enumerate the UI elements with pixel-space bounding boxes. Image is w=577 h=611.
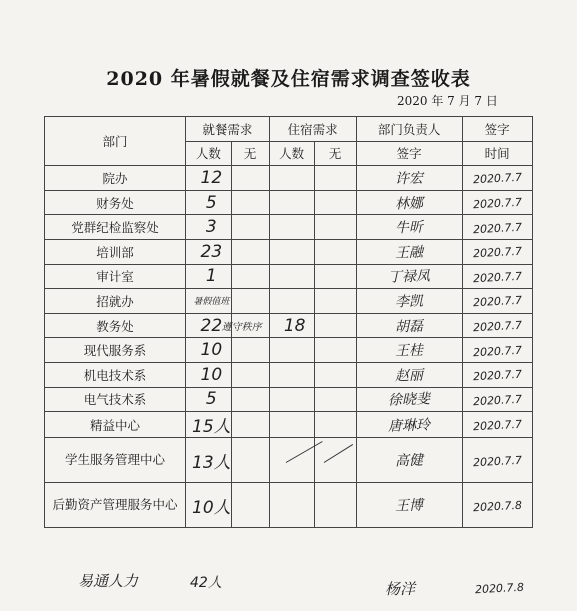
department-cell: 招就办	[45, 289, 186, 314]
table-row	[45, 338, 533, 363]
sign-date: 2020.7.7	[472, 171, 522, 187]
dining-none-cell	[231, 362, 269, 387]
sign-time-cell	[462, 412, 532, 438]
lodging-none-cell	[314, 289, 356, 314]
signature: 林娜	[394, 195, 424, 213]
sign-date: 2020.7.7	[472, 294, 522, 310]
table-row	[45, 239, 533, 264]
dining-none-cell	[231, 166, 269, 191]
responsible-signature-cell	[356, 239, 462, 264]
lodging-count-cell	[269, 362, 314, 387]
signature: 王融	[394, 244, 424, 262]
sign-time-cell	[462, 362, 532, 387]
lodging-count-cell	[269, 412, 314, 438]
lodging-none-cell	[314, 362, 356, 387]
sign-time-cell	[462, 438, 532, 483]
responsible-signature-cell	[356, 289, 462, 314]
footer-dept: 易通人力	[78, 572, 139, 590]
footer-date: 2020.7.8	[474, 580, 525, 597]
sign-time-cell	[462, 190, 532, 215]
dining-none-cell	[231, 387, 269, 412]
responsible-signature-cell	[356, 190, 462, 215]
dining-count-cell: 10	[186, 338, 232, 363]
lodging-none-cell	[314, 387, 356, 412]
dining-none-cell	[231, 215, 269, 240]
signature: 胡磊	[394, 318, 424, 336]
department-cell: 机电技术系	[45, 362, 186, 387]
dining-count-cell: 10	[186, 362, 232, 387]
lodging-none-cell	[314, 190, 356, 215]
department-cell: 党群纪检监察处	[45, 215, 186, 240]
responsible-signature-cell	[356, 166, 462, 191]
table-row	[45, 215, 533, 240]
dining-count-cell: 15人	[186, 412, 232, 438]
dining-note: 遵守秩序	[221, 321, 262, 333]
department-cell: 审计室	[45, 264, 186, 289]
lodging-count-cell	[269, 166, 314, 191]
sign-time-cell	[462, 166, 532, 191]
footer-count: 42人	[190, 575, 222, 591]
lodging-none-cell	[314, 264, 356, 289]
header-dining: 就餐需求	[186, 117, 270, 142]
signature: 王桂	[394, 342, 424, 360]
sign-date: 2020.7.7	[472, 318, 522, 335]
page-title: 2020 年暑假就餐及住宿需求调查签收表	[106, 68, 471, 90]
lodging-none-cell	[314, 412, 356, 438]
dining-count-cell: 22	[186, 313, 232, 338]
header-dining-none: 无	[231, 141, 269, 166]
table-row	[45, 412, 533, 438]
footer-row	[0, 568, 577, 608]
dining-none-cell	[221, 313, 269, 338]
lodging-count-cell	[269, 438, 314, 483]
department-cell: 后勤资产管理服务中心	[45, 483, 186, 528]
sign-date: 2020.7.7	[472, 269, 522, 286]
dining-count-cell: 3	[186, 215, 232, 240]
header-department: 部门	[45, 117, 186, 166]
lodging-count-cell	[269, 264, 314, 289]
sign-time-cell	[462, 289, 532, 314]
department-cell: 培训部	[45, 239, 186, 264]
dining-none-cell	[231, 438, 269, 483]
header-lodging: 住宿需求	[269, 117, 356, 142]
lodging-none-cell	[314, 483, 356, 528]
lodging-count-cell	[269, 239, 314, 264]
signature: 徐晓斐	[387, 391, 431, 410]
signature: 许宏	[394, 170, 424, 188]
sign-date: 2020.7.8	[472, 498, 522, 514]
table-row	[45, 313, 533, 338]
sign-date: 2020.7.7	[472, 195, 522, 212]
dining-count-cell: 10人	[186, 483, 232, 528]
lodging-none-cell	[314, 239, 356, 264]
sign-date: 2020.7.7	[472, 367, 522, 384]
responsible-signature-cell	[356, 412, 462, 438]
department-cell: 现代服务系	[45, 338, 186, 363]
responsible-signature-cell	[356, 313, 462, 338]
department-cell: 院办	[45, 166, 186, 191]
sign-time-cell	[462, 338, 532, 363]
dining-none-cell	[231, 190, 269, 215]
signature: 王博	[394, 497, 424, 515]
signature: 高健	[394, 452, 424, 470]
header-sign: 签字	[462, 117, 532, 142]
sign-time-cell	[462, 387, 532, 412]
responsible-signature-cell	[356, 483, 462, 528]
dining-count-cell: 1	[186, 264, 232, 289]
responsible-signature-cell	[356, 362, 462, 387]
header-sign-time: 时间	[462, 141, 532, 166]
signature: 丁禄凤	[387, 268, 431, 287]
header-responsible: 部门负责人	[356, 117, 462, 142]
header-lodging-none: 无	[314, 141, 356, 166]
sign-date: 2020.7.7	[472, 453, 522, 469]
sign-time-cell	[462, 483, 532, 528]
responsible-signature-cell	[356, 264, 462, 289]
sign-date: 2020.7.7	[472, 343, 522, 359]
header-lodging-count: 人数	[269, 141, 314, 166]
table-row	[45, 483, 533, 528]
table-row	[45, 166, 533, 191]
table-row	[45, 387, 533, 412]
sign-time-cell	[462, 239, 532, 264]
lodging-none-cell	[314, 313, 356, 338]
lodging-count-cell	[269, 338, 314, 363]
lodging-count-cell	[269, 190, 314, 215]
department-cell: 学生服务管理中心	[45, 438, 186, 483]
lodging-count-cell	[269, 289, 314, 314]
header-responsible-sign: 签字	[356, 141, 462, 166]
header-dining-count: 人数	[186, 141, 232, 166]
department-cell: 财务处	[45, 190, 186, 215]
form-date: 2020 年 7 月 7 日	[397, 94, 498, 108]
responsible-signature-cell	[356, 387, 462, 412]
responsible-signature-cell	[356, 215, 462, 240]
sign-time-cell	[462, 313, 532, 338]
table-row	[45, 190, 533, 215]
responsible-signature-cell	[356, 438, 462, 483]
lodging-count-cell	[269, 215, 314, 240]
dining-count-cell: 23	[186, 239, 232, 264]
department-cell: 教务处	[45, 313, 186, 338]
dining-none-cell	[231, 239, 269, 264]
lodging-none-cell	[314, 338, 356, 363]
dining-none-cell	[231, 264, 269, 289]
dining-count-cell: 12	[186, 166, 232, 191]
dining-count-cell: 5	[186, 190, 232, 215]
dining-none-cell	[231, 338, 269, 363]
dining-none-cell	[231, 412, 269, 438]
sign-date: 2020.7.7	[472, 244, 522, 261]
lodging-none-cell	[314, 166, 356, 191]
dining-count-cell: 13人	[186, 438, 232, 483]
responsible-signature-cell	[356, 338, 462, 363]
signature: 唐琳玲	[387, 416, 431, 435]
table-row	[45, 289, 533, 314]
dining-count-cell: 5	[186, 387, 232, 412]
signature: 牛昕	[394, 219, 424, 237]
dining-count-cell: 暑假值班	[186, 289, 232, 314]
lodging-count-cell: 18	[269, 313, 314, 338]
table-row	[45, 264, 533, 289]
lodging-count-cell	[269, 387, 314, 412]
dining-none-cell	[231, 483, 269, 528]
sign-date: 2020.7.7	[472, 220, 522, 236]
footer-signer: 杨洋	[385, 580, 416, 598]
table-row	[45, 362, 533, 387]
lodging-count-cell	[269, 483, 314, 528]
sign-time-cell	[462, 264, 532, 289]
signature: 赵丽	[394, 367, 424, 385]
sign-date: 2020.7.7	[472, 417, 522, 434]
sign-time-cell	[462, 215, 532, 240]
lodging-none-cell	[314, 215, 356, 240]
sign-date: 2020.7.7	[472, 392, 522, 409]
department-cell: 精益中心	[45, 412, 186, 438]
signature: 李凯	[394, 293, 424, 311]
signoff-table	[44, 116, 533, 528]
department-cell: 电气技术系	[45, 387, 186, 412]
dining-none-cell	[231, 289, 269, 314]
